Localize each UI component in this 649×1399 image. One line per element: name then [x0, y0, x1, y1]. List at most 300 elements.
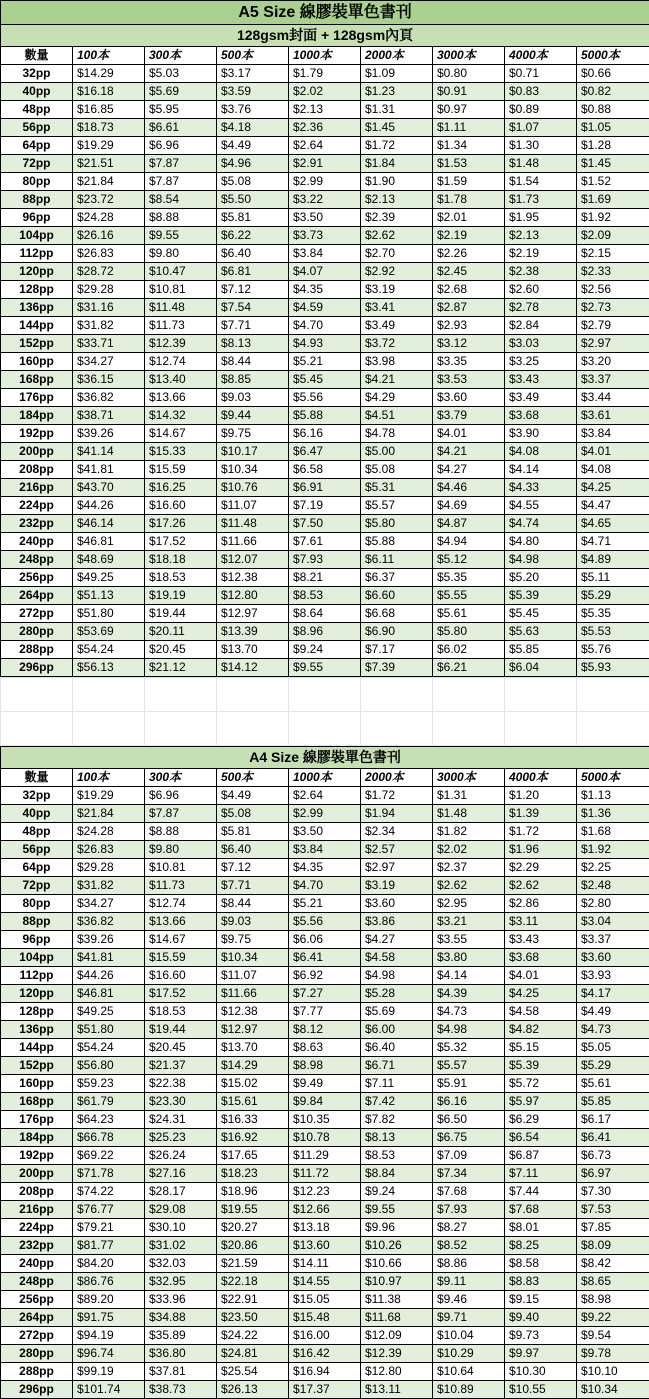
price-cell: $12.07 — [217, 551, 289, 569]
price-cell: $8.96 — [289, 623, 361, 641]
price-cell: $2.97 — [577, 335, 649, 353]
price-cell: $2.68 — [433, 281, 505, 299]
price-cell: $6.90 — [361, 623, 433, 641]
price-cell: $2.29 — [505, 859, 577, 877]
table-row — [1, 389, 649, 407]
price-cell: $8.83 — [505, 1273, 577, 1291]
page-count-cell: 200pp — [1, 1165, 73, 1183]
price-cell: $11.29 — [289, 1147, 361, 1165]
price-cell: $2.62 — [505, 877, 577, 895]
price-cell: $2.60 — [505, 281, 577, 299]
price-cell: $5.61 — [577, 1075, 649, 1093]
price-cell: $0.88 — [577, 101, 649, 119]
price-cell: $1.59 — [433, 173, 505, 191]
price-cell: $5.55 — [433, 587, 505, 605]
price-cell: $24.31 — [145, 1111, 217, 1129]
price-cell: $3.37 — [577, 371, 649, 389]
price-cell: $5.08 — [217, 805, 289, 823]
column-header: 300本 — [145, 47, 217, 65]
price-cell: $0.89 — [505, 101, 577, 119]
price-cell: $11.66 — [217, 533, 289, 551]
price-cell: $4.25 — [505, 985, 577, 1003]
page-count-cell: 48pp — [1, 823, 73, 841]
price-cell: $1.48 — [505, 155, 577, 173]
price-cell: $4.35 — [289, 859, 361, 877]
price-cell: $23.72 — [73, 191, 145, 209]
price-cell: $3.86 — [361, 913, 433, 931]
price-cell: $10.04 — [433, 1327, 505, 1345]
page-count-cell: 40pp — [1, 805, 73, 823]
price-cell: $6.68 — [361, 605, 433, 623]
table-row — [1, 877, 649, 895]
price-cell: $1.54 — [505, 173, 577, 191]
price-cell: $38.71 — [73, 407, 145, 425]
price-cell: $8.85 — [217, 371, 289, 389]
table-row — [1, 1183, 649, 1201]
column-header: 100本 — [73, 47, 145, 65]
price-cell: $5.45 — [289, 371, 361, 389]
price-cell: $10.66 — [361, 1255, 433, 1273]
price-cell: $2.13 — [289, 101, 361, 119]
price-cell: $6.61 — [145, 119, 217, 137]
price-cell: $5.31 — [361, 479, 433, 497]
price-cell: $39.26 — [73, 425, 145, 443]
price-cell: $5.61 — [433, 605, 505, 623]
price-cell: $1.73 — [505, 191, 577, 209]
price-cell: $9.11 — [433, 1273, 505, 1291]
table-row — [1, 623, 649, 641]
price-cell: $7.34 — [433, 1165, 505, 1183]
price-cell: $25.54 — [217, 1363, 289, 1381]
price-cell: $0.91 — [433, 83, 505, 101]
price-cell: $2.91 — [289, 155, 361, 173]
price-cell: $16.92 — [217, 1129, 289, 1147]
column-header: 1000本 — [289, 47, 361, 65]
price-cell: $4.49 — [577, 1003, 649, 1021]
price-cell: $11.68 — [361, 1309, 433, 1327]
price-cell: $3.20 — [577, 353, 649, 371]
price-cell: $9.71 — [433, 1309, 505, 1327]
price-cell: $21.37 — [145, 1057, 217, 1075]
price-cell: $2.73 — [577, 299, 649, 317]
price-cell: $1.69 — [577, 191, 649, 209]
price-cell: $46.81 — [73, 533, 145, 551]
price-cell: $1.45 — [361, 119, 433, 137]
price-cell: $29.28 — [73, 859, 145, 877]
price-cell: $10.64 — [433, 1363, 505, 1381]
price-cell: $5.95 — [145, 101, 217, 119]
price-cell: $10.89 — [433, 1381, 505, 1399]
price-cell: $15.02 — [217, 1075, 289, 1093]
price-cell: $9.49 — [289, 1075, 361, 1093]
page-count-cell: 32pp — [1, 65, 73, 83]
price-cell: $33.71 — [73, 335, 145, 353]
price-cell: $3.17 — [217, 65, 289, 83]
price-cell: $7.71 — [217, 317, 289, 335]
price-cell: $3.50 — [289, 823, 361, 841]
page-count-cell: 48pp — [1, 101, 73, 119]
price-cell: $1.36 — [577, 805, 649, 823]
price-cell: $5.08 — [217, 173, 289, 191]
price-cell: $6.60 — [361, 587, 433, 605]
price-cell: $51.80 — [73, 1021, 145, 1039]
quantity-header: 數量 — [1, 47, 73, 65]
price-cell: $19.44 — [145, 605, 217, 623]
price-cell: $3.49 — [505, 389, 577, 407]
price-cell: $8.88 — [145, 823, 217, 841]
price-cell: $2.64 — [289, 137, 361, 155]
page-count-cell: 72pp — [1, 877, 73, 895]
a4-price-table — [0, 746, 649, 1399]
price-cell: $6.97 — [577, 1165, 649, 1183]
price-cell: $9.15 — [505, 1291, 577, 1309]
price-cell: $10.34 — [577, 1381, 649, 1399]
price-cell: $5.28 — [361, 985, 433, 1003]
price-cell: $3.21 — [433, 913, 505, 931]
page-count-cell: 192pp — [1, 1147, 73, 1165]
price-cell: $10.35 — [289, 1111, 361, 1129]
price-cell: $4.08 — [577, 461, 649, 479]
price-cell: $3.50 — [289, 209, 361, 227]
price-cell: $4.82 — [505, 1021, 577, 1039]
price-cell: $2.26 — [433, 245, 505, 263]
price-cell: $84.20 — [73, 1255, 145, 1273]
price-cell: $20.11 — [145, 623, 217, 641]
price-cell: $6.29 — [505, 1111, 577, 1129]
price-cell: $24.28 — [73, 209, 145, 227]
price-cell: $6.96 — [145, 787, 217, 805]
price-cell: $21.84 — [73, 173, 145, 191]
price-cell: $23.30 — [145, 1093, 217, 1111]
price-cell: $2.99 — [289, 173, 361, 191]
price-cell: $4.01 — [505, 967, 577, 985]
price-cell: $5.39 — [505, 587, 577, 605]
price-cell: $8.25 — [505, 1237, 577, 1255]
table-row — [1, 949, 649, 967]
price-cell: $10.47 — [145, 263, 217, 281]
price-cell: $4.14 — [433, 967, 505, 985]
price-cell: $1.72 — [361, 137, 433, 155]
price-cell: $9.80 — [145, 245, 217, 263]
price-cell: $12.74 — [145, 353, 217, 371]
price-cell: $7.71 — [217, 877, 289, 895]
price-cell: $5.00 — [361, 443, 433, 461]
table-spacer — [0, 677, 649, 746]
price-cell: $14.32 — [145, 407, 217, 425]
table-row — [1, 551, 649, 569]
price-cell: $7.87 — [145, 173, 217, 191]
page-count-cell: 144pp — [1, 1039, 73, 1057]
price-cell: $16.60 — [145, 497, 217, 515]
table-row — [1, 245, 649, 263]
price-cell: $16.60 — [145, 967, 217, 985]
price-cell: $9.97 — [505, 1345, 577, 1363]
price-cell: $9.73 — [505, 1327, 577, 1345]
price-cell: $18.53 — [145, 1003, 217, 1021]
price-cell: $8.53 — [361, 1147, 433, 1165]
price-cell: $5.45 — [505, 605, 577, 623]
price-cell: $18.18 — [145, 551, 217, 569]
price-cell: $71.78 — [73, 1165, 145, 1183]
table-row — [1, 1129, 649, 1147]
price-cell: $7.30 — [577, 1183, 649, 1201]
price-cell: $26.16 — [73, 227, 145, 245]
price-cell: $34.88 — [145, 1309, 217, 1327]
price-cell: $27.16 — [145, 1165, 217, 1183]
page-count-cell: 184pp — [1, 1129, 73, 1147]
page-count-cell: 232pp — [1, 515, 73, 533]
price-cell: $91.75 — [73, 1309, 145, 1327]
page-count-cell: 136pp — [1, 1021, 73, 1039]
page-count-cell: 208pp — [1, 1183, 73, 1201]
price-cell: $5.57 — [361, 497, 433, 515]
price-cell: $8.64 — [289, 605, 361, 623]
table-row — [1, 1021, 649, 1039]
price-cell: $2.78 — [505, 299, 577, 317]
price-cell: $5.81 — [217, 209, 289, 227]
price-cell: $5.12 — [433, 551, 505, 569]
price-cell: $13.39 — [217, 623, 289, 641]
price-cell: $39.26 — [73, 931, 145, 949]
table-row — [1, 65, 649, 83]
price-cell: $8.12 — [289, 1021, 361, 1039]
price-cell: $12.80 — [217, 587, 289, 605]
table-row — [1, 335, 649, 353]
page-count-cell: 104pp — [1, 227, 73, 245]
price-cell: $1.92 — [577, 841, 649, 859]
price-cell: $6.04 — [505, 659, 577, 677]
price-cell: $51.80 — [73, 605, 145, 623]
table-row — [1, 985, 649, 1003]
price-cell: $21.12 — [145, 659, 217, 677]
price-cell: $16.00 — [289, 1327, 361, 1345]
page-count-cell: 72pp — [1, 155, 73, 173]
price-cell: $1.28 — [577, 137, 649, 155]
price-cell: $9.55 — [361, 1201, 433, 1219]
a5-header-row — [1, 47, 649, 65]
price-cell: $16.25 — [145, 479, 217, 497]
price-cell: $37.81 — [145, 1363, 217, 1381]
table-row — [1, 1309, 649, 1327]
column-header: 2000本 — [361, 47, 433, 65]
table-row — [1, 515, 649, 533]
price-cell: $15.33 — [145, 443, 217, 461]
price-cell: $1.34 — [433, 137, 505, 155]
price-cell: $4.59 — [289, 299, 361, 317]
price-cell: $26.24 — [145, 1147, 217, 1165]
price-cell: $2.62 — [433, 877, 505, 895]
price-cell: $18.23 — [217, 1165, 289, 1183]
price-cell: $2.62 — [361, 227, 433, 245]
price-cell: $79.21 — [73, 1219, 145, 1237]
price-cell: $16.94 — [289, 1363, 361, 1381]
price-cell: $6.06 — [289, 931, 361, 949]
price-cell: $7.61 — [289, 533, 361, 551]
price-cell: $2.38 — [505, 263, 577, 281]
table-row — [1, 353, 649, 371]
price-cell: $10.34 — [217, 949, 289, 967]
price-cell: $30.10 — [145, 1219, 217, 1237]
price-cell: $24.81 — [217, 1345, 289, 1363]
price-cell: $26.13 — [217, 1381, 289, 1399]
price-cell: $12.39 — [361, 1345, 433, 1363]
table-row — [1, 1363, 649, 1381]
page-count-cell: 208pp — [1, 461, 73, 479]
price-cell: $29.08 — [145, 1201, 217, 1219]
price-cell: $8.98 — [577, 1291, 649, 1309]
price-cell: $4.17 — [577, 985, 649, 1003]
price-cell: $7.93 — [433, 1201, 505, 1219]
price-cell: $2.01 — [433, 209, 505, 227]
price-cell: $2.15 — [577, 245, 649, 263]
price-cell: $11.73 — [145, 317, 217, 335]
price-cell: $18.73 — [73, 119, 145, 137]
price-cell: $12.97 — [217, 605, 289, 623]
price-cell: $6.73 — [577, 1147, 649, 1165]
price-cell: $49.25 — [73, 569, 145, 587]
column-header: 500本 — [217, 47, 289, 65]
price-cell: $5.20 — [505, 569, 577, 587]
table-row — [1, 569, 649, 587]
price-cell: $0.66 — [577, 65, 649, 83]
price-cell: $7.19 — [289, 497, 361, 515]
price-cell: $36.15 — [73, 371, 145, 389]
price-cell: $4.49 — [217, 787, 289, 805]
table-row — [1, 1147, 649, 1165]
price-cell: $7.11 — [505, 1165, 577, 1183]
price-cell: $3.49 — [361, 317, 433, 335]
price-cell: $5.39 — [505, 1057, 577, 1075]
price-cell: $3.60 — [433, 389, 505, 407]
price-cell: $5.29 — [577, 1057, 649, 1075]
price-cell: $4.98 — [361, 967, 433, 985]
price-cell: $9.54 — [577, 1327, 649, 1345]
page-count-cell: 88pp — [1, 913, 73, 931]
price-cell: $5.88 — [361, 533, 433, 551]
price-cell: $4.65 — [577, 515, 649, 533]
page-count-cell: 240pp — [1, 1255, 73, 1273]
table-row — [1, 1273, 649, 1291]
price-cell: $1.09 — [361, 65, 433, 83]
price-cell: $31.16 — [73, 299, 145, 317]
table-row — [1, 173, 649, 191]
price-cell: $8.13 — [361, 1129, 433, 1147]
price-cell: $3.03 — [505, 335, 577, 353]
price-cell: $101.74 — [73, 1381, 145, 1399]
price-cell: $10.55 — [505, 1381, 577, 1399]
price-cell: $4.07 — [289, 263, 361, 281]
price-cell: $14.67 — [145, 425, 217, 443]
price-cell: $16.42 — [289, 1345, 361, 1363]
price-cell: $6.50 — [433, 1111, 505, 1129]
price-cell: $6.81 — [217, 263, 289, 281]
price-cell: $3.37 — [577, 931, 649, 949]
price-cell: $0.71 — [505, 65, 577, 83]
price-cell: $6.21 — [433, 659, 505, 677]
price-cell: $2.84 — [505, 317, 577, 335]
price-cell: $4.74 — [505, 515, 577, 533]
price-cell: $9.55 — [289, 659, 361, 677]
price-cell: $8.09 — [577, 1237, 649, 1255]
price-cell: $4.70 — [289, 317, 361, 335]
table-row — [1, 407, 649, 425]
price-cell: $8.01 — [505, 1219, 577, 1237]
price-cell: $6.54 — [505, 1129, 577, 1147]
table-row — [1, 659, 649, 677]
price-cell: $16.33 — [217, 1111, 289, 1129]
price-cell: $5.85 — [577, 1093, 649, 1111]
price-cell: $12.38 — [217, 1003, 289, 1021]
price-cell: $15.61 — [217, 1093, 289, 1111]
price-cell: $7.44 — [505, 1183, 577, 1201]
price-cell: $10.76 — [217, 479, 289, 497]
price-cell: $76.77 — [73, 1201, 145, 1219]
price-cell: $41.81 — [73, 461, 145, 479]
table-row — [1, 841, 649, 859]
price-cell: $1.94 — [361, 805, 433, 823]
price-cell: $1.82 — [433, 823, 505, 841]
page-count-cell: 112pp — [1, 967, 73, 985]
price-cell: $12.09 — [361, 1327, 433, 1345]
price-cell: $5.35 — [577, 605, 649, 623]
price-cell: $3.41 — [361, 299, 433, 317]
price-cell: $89.20 — [73, 1291, 145, 1309]
price-cell: $23.50 — [217, 1309, 289, 1327]
price-cell: $2.02 — [289, 83, 361, 101]
price-cell: $8.63 — [289, 1039, 361, 1057]
price-cell: $15.05 — [289, 1291, 361, 1309]
price-cell: $10.17 — [217, 443, 289, 461]
price-cell: $2.86 — [505, 895, 577, 913]
price-cell: $11.07 — [217, 497, 289, 515]
price-cell: $0.80 — [433, 65, 505, 83]
price-cell: $12.38 — [217, 569, 289, 587]
table-row — [1, 461, 649, 479]
price-cell: $5.15 — [505, 1039, 577, 1057]
price-cell: $1.68 — [577, 823, 649, 841]
price-cell: $3.59 — [217, 83, 289, 101]
table-row — [1, 787, 649, 805]
price-cell: $34.27 — [73, 353, 145, 371]
price-cell: $49.25 — [73, 1003, 145, 1021]
page-count-cell: 168pp — [1, 1093, 73, 1111]
column-header: 3000本 — [433, 47, 505, 65]
table-row — [1, 1327, 649, 1345]
price-cell: $2.39 — [361, 209, 433, 227]
page-count-cell: 256pp — [1, 1291, 73, 1309]
price-cell: $19.19 — [145, 587, 217, 605]
page-count-cell: 272pp — [1, 1327, 73, 1345]
price-cell: $4.71 — [577, 533, 649, 551]
column-header: 3000本 — [433, 769, 505, 787]
page-count-cell: 184pp — [1, 407, 73, 425]
price-cell: $6.40 — [217, 841, 289, 859]
price-cell: $6.11 — [361, 551, 433, 569]
price-cell: $6.75 — [433, 1129, 505, 1147]
page-count-cell: 160pp — [1, 1075, 73, 1093]
price-cell: $12.97 — [217, 1021, 289, 1039]
price-cell: $19.55 — [217, 1201, 289, 1219]
price-cell: $5.85 — [505, 641, 577, 659]
page-count-cell: 176pp — [1, 1111, 73, 1129]
column-header: 500本 — [217, 769, 289, 787]
price-cell: $46.81 — [73, 985, 145, 1003]
price-cell: $3.90 — [505, 425, 577, 443]
price-cell: $1.72 — [505, 823, 577, 841]
price-cell: $46.14 — [73, 515, 145, 533]
table-row — [1, 641, 649, 659]
table-row — [1, 1093, 649, 1111]
